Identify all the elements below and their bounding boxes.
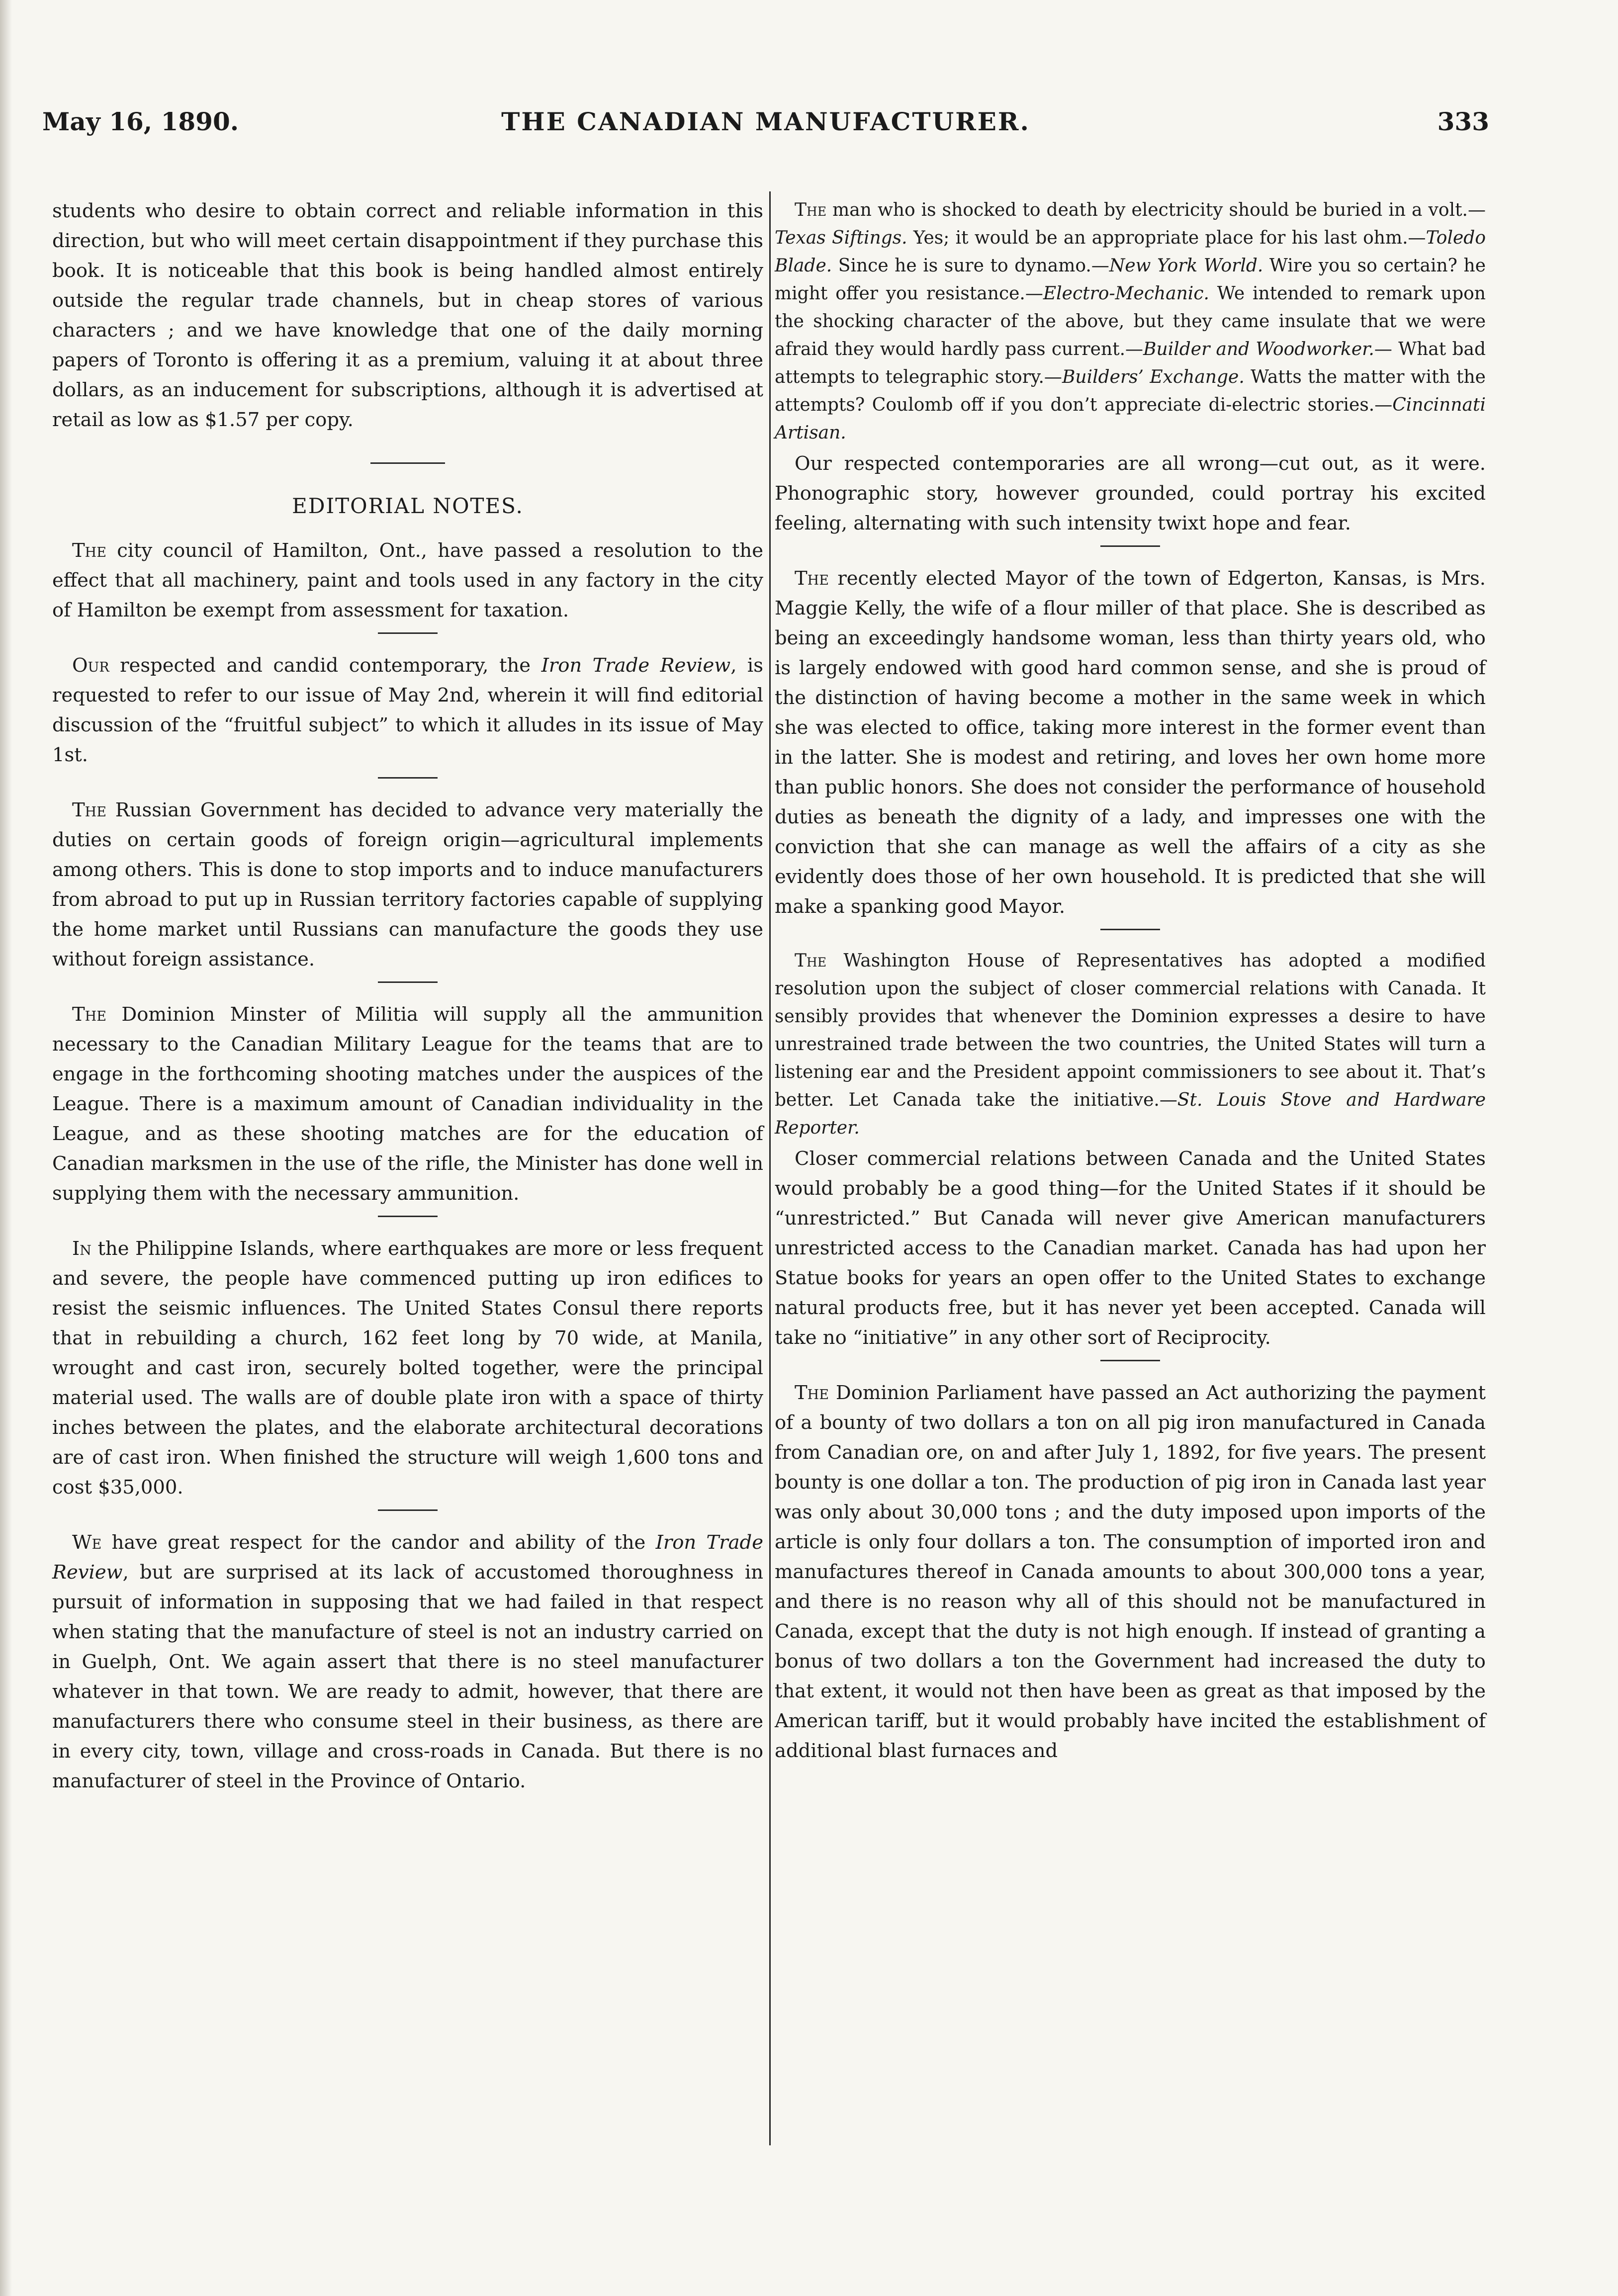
editorial-note-philippines (52, 1234, 763, 1502)
note-text: Dominion Minster of Militia will supply all the ammunition necessary to the Canadian Military League for the teams that are to engage in the forthcoming shooting matches under the auspices of the League. There is a maximum amount of Canadian individuality in the League, and as these shooting matches are for the education of Canadian marksmen in the use of the rifle, the Minister has done well in supplying them with the necessary ammunition. (52, 1003, 763, 1205)
note-text: man who is shocked to death by electricity should be buried in a volt.— (826, 200, 1486, 220)
lead-word: Our (72, 654, 109, 677)
section-rule (370, 462, 445, 464)
note-text: Russian Government has decided to advance very materially the duties on certain goods of foreign origin—agricultural implements among others. This is done to stop imports and to induce manufacturers from abroad to put up in Russian territory factories capable of supplying the home market until Russians can manufacture the goods they use without foreign assistance. (52, 799, 763, 971)
editorial-note-militia (52, 1000, 763, 1209)
lead-word: We (72, 1531, 102, 1554)
source-citation: Toledo Blade. (775, 228, 1486, 276)
lead-word: The (795, 1382, 829, 1404)
note-text: We intended to remark upon the shocking character of the above, but they came insulate that we were afraid they would hardly pass current.— (775, 283, 1486, 359)
source-citation: Builder and Woodworker. (1143, 339, 1374, 359)
source-citation: Texas Siftings. (775, 228, 907, 248)
note-divider (378, 1509, 438, 1511)
lead-word: The (795, 200, 827, 220)
source-citation: Builders’ Exchange. (1062, 367, 1245, 387)
note-text: recently elected Mayor of the town of Edgerton, Kansas, is Mrs. Maggie Kelly, the wife of a flour miller of that place. She is described as being an exceedingly handsome woman, less than thirty years old, who is largely endowed with good hard common sense, and she is proud of the distinction of having become a mother in the same week in which she was elected to office, taking more interest in the former event than in the latter. She is modest and retiring, and loves her own home more than public honors. She does not consider the performance of household duties as beneath the dignity of a lady, and impresses one with the conviction that she can manage as well the affairs of a city as she evidently does those of her own household. It is predicted that she will make a spanking good Mayor. (775, 567, 1486, 918)
editorial-note-iron-trade-review (52, 651, 763, 770)
note-divider (1100, 1360, 1160, 1361)
section-heading: EDITORIAL NOTES. (292, 494, 524, 518)
note-text: , but are surprised at its lack of accustomed thoroughness in pursuit of information in supposing that we had failed in that respect when stating that the manufacture of steel is not an industry carried on in Guelph, Ont. We again assert that there is no steel manufacturer whatever in that town. We are ready to admit, however, that there are manufacturers there who consume steel in their business, as there are in every city, town, village and cross-roads in Canada. But there is no manufacturer of steel in the Province of Ontario. (52, 1561, 763, 1792)
lead-word: The (72, 1003, 106, 1026)
column-divider (769, 191, 771, 2145)
source-citation: Electro-Mechanic. (1043, 283, 1209, 304)
note-text: respected and candid contemporary, the (109, 654, 541, 677)
editorial-note-edgerton-mayor (775, 564, 1486, 922)
editorial-note-reciprocity: Closer commercial relations between Canada and the United States would probably be a good thing—for the United States if it should be “unrestricted.” But Canada will never give American manufacturers unrestricted access to the Canadian market. Canada has had upon her Statue books for years an open offer to the United States to exchange natural products free, but it has never yet been accepted. Canada will take no “initiative” in any other sort of Reciprocity. (775, 1148, 1486, 1349)
page-edge-shadow (0, 0, 12, 2296)
lead-word: The (795, 951, 827, 971)
editorial-note-washington-house (775, 947, 1486, 1142)
note-text: Yes; it would be an appropriate place for his last ohm.— (907, 228, 1426, 248)
note-text: Watts the matter with the attempts? Coulomb off if you don’t appreciate di-electric stories.— (775, 367, 1486, 415)
page-number: 333 (1437, 107, 1489, 136)
lead-word: The (72, 799, 106, 821)
editorial-note-russian-duties (52, 795, 763, 974)
continued-paragraph: students who desire to obtain correct and reliable information in this direction, but who will meet certain disappointment if they purchase this book. It is noticeable that this book is being handled almost entirely outside the regular trade channels, but in cheap stores of various characters ; and we have knowledge that one of the daily morning papers of Toronto is offering it as a premium, valuing it at about three dollars, as an inducement for subscriptions, although it is advertised at retail as low as $1.57 per copy. (52, 200, 763, 431)
publication-title: THE CANADIAN MANUFACTURER. (501, 107, 1030, 136)
publication-name: Iron Trade Review (52, 1531, 763, 1584)
editorial-note-hamilton (52, 536, 763, 625)
editorial-note-contemporaries: Our respected contemporaries are all wrong—cut out, as it were. Phonographic story, however grounded, could portray his excited feeling, alternating with such intensity twixt hope and fear. (775, 452, 1486, 534)
note-text: , is requested to refer to our issue of May 2nd, wherein it will find editorial discussion of the “fruitful subject” to which it alludes in its issue of May 1st. (52, 654, 764, 766)
note-divider (378, 777, 438, 779)
note-divider (378, 632, 438, 634)
source-citation: Cincinnati Artisan. (775, 395, 1486, 443)
editorial-note-steel-guelph (52, 1528, 763, 1796)
source-citation: St. Louis Stove and Hardware Reporter. (775, 1090, 1486, 1138)
note-divider (1100, 545, 1160, 547)
note-text: Washington House of Representatives has adopted a modified resolution upon the subject of closer commercial relations with Canada. It sensibly provides that whenever the Dominion expresses a desire to have unrestrained trade between the two countries, the United States will turn a listening ear and the President appoint commissioners to see about it. That’s better. Let Canada take the initiative.— (775, 951, 1486, 1110)
note-divider (378, 981, 438, 983)
note-divider (1100, 929, 1160, 930)
left-column (52, 196, 763, 1796)
lead-word: In (72, 1237, 91, 1260)
lead-word: The (72, 539, 106, 562)
editorial-note-electricity-puns (775, 196, 1486, 447)
lead-word: The (795, 567, 829, 590)
source-citation: New York World. (1109, 256, 1263, 276)
page-header (42, 107, 1489, 147)
right-column (775, 196, 1486, 1766)
editorial-note-pig-iron-bounty (775, 1378, 1486, 1766)
note-divider (378, 1216, 438, 1217)
note-text: Dominion Parliament have passed an Act authorizing the payment of a bounty of two dollars a ton on all pig iron manufactured in Canada from Canadian ore, on and after July 1, 1892, for five years. The present bounty is one dollar a ton. The production of pig iron in Canada last year was only about 30,000 tons ; and the duty imposed upon imports of the article is only four dollars a ton. The consumption of imported iron and manufactures thereof in Canada amounts to about 300,000 tons a year, and there is no reason why all of this should not be manufactured in Canada, except that the duty is not high enough. If instead of granting a bonus of two dollars a ton the Government had increased the duty to that extent, it would not then have been as great as that imposed by the American tariff, but it would probably have incited the establishment of additional blast furnaces and (775, 1382, 1486, 1762)
issue-date: May 16, 1890. (42, 107, 239, 136)
note-text: city council of Hamilton, Ont., have passed a resolution to the effect that all machinery, paint and tools used in any factory in the city of Hamilton be exempt from assessment for taxation. (52, 539, 763, 621)
note-text: Since he is sure to dynamo.— (832, 256, 1109, 276)
note-text: — What bad attempts to telegraphic story.— (775, 339, 1486, 387)
publication-name: Iron Trade Review (541, 654, 731, 677)
note-text: have great respect for the candor and ability of the (101, 1531, 656, 1554)
note-text: Wire you so certain? he might offer you resistance.— (775, 256, 1486, 304)
note-text: the Philippine Islands, where earthquakes are more or less frequent and severe, the people have commenced putting up iron edifices to resist the seismic influences. The United States Consul there reports that in rebuilding a church, 162 feet long by 70 wide, at Manila, wrought and cast iron, securely bolted together, were the principal material used. The walls are of double plate iron with a space of thirty inches between the plates, and the elaborate architectural decorations are of cast iron. When finished the structure will weigh 1,600 tons and cost $35,000. (52, 1237, 763, 1499)
